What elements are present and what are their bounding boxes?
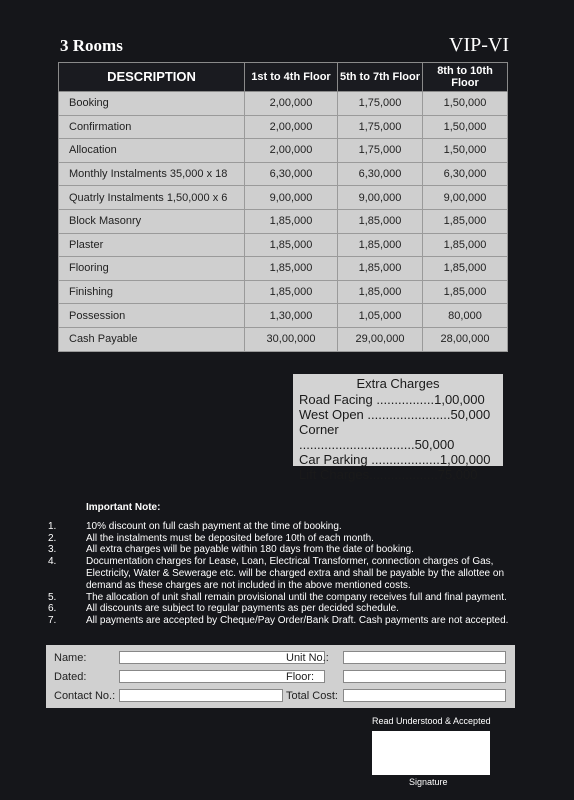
price-cell: 9,00,000 bbox=[338, 186, 423, 210]
name-label: Name: bbox=[54, 652, 87, 664]
price-cell: 1,85,000 bbox=[423, 209, 508, 233]
price-cell: 1,75,000 bbox=[338, 92, 423, 116]
note-text: All extra charges will be payable within 180 days from the date of booking. bbox=[86, 544, 414, 556]
table-row bbox=[59, 257, 508, 281]
note-number: 7. bbox=[48, 615, 57, 627]
column-header: 1st to 4th Floor bbox=[245, 63, 338, 92]
table-row bbox=[59, 139, 508, 163]
price-cell: 1,50,000 bbox=[423, 115, 508, 139]
table-row bbox=[59, 186, 508, 210]
row-label: Booking bbox=[59, 92, 245, 116]
price-table bbox=[58, 62, 508, 352]
row-label: Plaster bbox=[59, 233, 245, 257]
project-code: VIP-VI bbox=[449, 34, 509, 56]
contact-field[interactable] bbox=[119, 689, 283, 702]
note-item bbox=[48, 533, 528, 545]
price-cell: 1,85,000 bbox=[423, 257, 508, 281]
price-cell: 80,000 bbox=[423, 304, 508, 328]
note-number: 3. bbox=[48, 544, 57, 556]
price-cell: 1,75,000 bbox=[338, 139, 423, 163]
table-header-row bbox=[59, 63, 508, 92]
table-row bbox=[59, 304, 508, 328]
column-header: DESCRIPTION bbox=[59, 63, 245, 92]
note-text: 10% discount on full cash payment at the time of booking. bbox=[86, 520, 342, 532]
price-cell: 1,85,000 bbox=[338, 257, 423, 281]
applicant-form bbox=[46, 645, 515, 708]
row-label: Finishing bbox=[59, 280, 245, 304]
row-label: Confirmation bbox=[59, 115, 245, 139]
table-row bbox=[59, 162, 508, 186]
price-cell: 2,00,000 bbox=[245, 139, 338, 163]
note-number: 1. bbox=[48, 520, 57, 532]
price-cell: 1,50,000 bbox=[423, 139, 508, 163]
extra-charges-title: Extra Charges bbox=[356, 376, 440, 391]
important-notes bbox=[48, 502, 528, 627]
price-cell: 28,00,000 bbox=[423, 327, 508, 351]
price-cell: 6,30,000 bbox=[423, 162, 508, 186]
row-label: Block Masonry bbox=[59, 209, 245, 233]
price-cell: 1,05,000 bbox=[338, 304, 423, 328]
table-row bbox=[59, 233, 508, 257]
signature-label: Signature bbox=[409, 777, 448, 787]
contact-label: Contact No.: bbox=[54, 690, 116, 702]
extra-charge-item: Corner ................................50,000 bbox=[299, 422, 455, 452]
total-cost-field[interactable] bbox=[343, 689, 506, 702]
table-row bbox=[59, 209, 508, 233]
note-item bbox=[48, 556, 528, 591]
note-item bbox=[48, 615, 528, 627]
price-cell: 9,00,000 bbox=[245, 186, 338, 210]
note-text: The allocation of unit shall remain provisional until the company receives full and final payment. bbox=[86, 591, 507, 603]
price-cell: 1,85,000 bbox=[423, 280, 508, 304]
floor-field[interactable] bbox=[343, 670, 506, 683]
price-cell: 1,85,000 bbox=[338, 209, 423, 233]
total-cost-label: Total Cost: bbox=[286, 690, 338, 702]
row-label: Monthly Instalments 35,000 x 18 bbox=[59, 162, 245, 186]
price-cell: 2,00,000 bbox=[245, 92, 338, 116]
extra-charge-item: Lift Charges...................75,000 bbox=[299, 467, 478, 482]
unit-no-label: Unit No.: bbox=[286, 652, 329, 664]
price-cell: 6,30,000 bbox=[245, 162, 338, 186]
price-cell: 1,50,000 bbox=[423, 92, 508, 116]
extra-charge-item: West Open .......................50,000 bbox=[299, 407, 491, 422]
table-row bbox=[59, 115, 508, 139]
price-cell: 1,85,000 bbox=[338, 233, 423, 257]
price-cell: 1,75,000 bbox=[338, 115, 423, 139]
unit-no-field[interactable] bbox=[343, 651, 506, 664]
signature-box[interactable] bbox=[372, 731, 490, 775]
price-cell: 6,30,000 bbox=[338, 162, 423, 186]
price-cell: 1,85,000 bbox=[423, 233, 508, 257]
table-row bbox=[59, 327, 508, 351]
note-number: 2. bbox=[48, 532, 57, 544]
extra-charge-item: Road Facing ................1,00,000 bbox=[299, 392, 485, 407]
price-cell: 30,00,000 bbox=[245, 327, 338, 351]
row-label: Allocation bbox=[59, 139, 245, 163]
row-label: Quatrly Instalments 1,50,000 x 6 bbox=[59, 186, 245, 210]
note-text: All discounts are subject to regular payments as per decided schedule. bbox=[86, 603, 399, 615]
price-cell: 1,85,000 bbox=[245, 257, 338, 281]
row-label: Possession bbox=[59, 304, 245, 328]
note-number: 6. bbox=[48, 603, 57, 615]
price-cell: 1,85,000 bbox=[245, 233, 338, 257]
note-text: All the instalments must be deposited before 10th of each month. bbox=[86, 532, 374, 544]
column-header: 8th to 10th Floor bbox=[423, 63, 508, 92]
note-item bbox=[48, 521, 528, 533]
price-cell: 1,85,000 bbox=[338, 280, 423, 304]
note-item bbox=[48, 592, 528, 604]
accepted-text: Read Understood & Accepted bbox=[372, 716, 491, 726]
notes-heading: Important Note: bbox=[86, 502, 161, 513]
row-label: Flooring bbox=[59, 257, 245, 281]
price-cell: 29,00,000 bbox=[338, 327, 423, 351]
extra-charge-item: Car Parking ...................1,00,000 bbox=[299, 452, 491, 467]
price-cell: 1,85,000 bbox=[245, 209, 338, 233]
extra-charges-box bbox=[293, 374, 503, 482]
price-cell: 9,00,000 bbox=[423, 186, 508, 210]
column-header: 5th to 7th Floor bbox=[338, 63, 423, 92]
note-item bbox=[48, 544, 528, 556]
dated-label: Dated: bbox=[54, 671, 87, 683]
floor-label: Floor: bbox=[286, 671, 315, 683]
table-row bbox=[59, 92, 508, 116]
price-cell: 1,30,000 bbox=[245, 304, 338, 328]
note-number: 4. bbox=[48, 556, 57, 568]
unit-type-title: 3 Rooms bbox=[60, 36, 123, 55]
note-item bbox=[48, 603, 528, 615]
note-text: Documentation charges for Lease, Loan, Electrical Transformer, connection charges of Gas, Electricity, Water & Sewerage etc. will be charged extra and shall be payable by the allottee on demand as these charges are not included in the above mentioned costs. bbox=[86, 556, 505, 591]
price-cell: 2,00,000 bbox=[245, 115, 338, 139]
price-cell: 1,85,000 bbox=[245, 280, 338, 304]
note-text: All payments are accepted by Cheque/Pay Order/Bank Draft. Cash payments are not accepted. bbox=[86, 615, 509, 627]
row-label: Cash Payable bbox=[59, 327, 245, 351]
table-row bbox=[59, 280, 508, 304]
note-number: 5. bbox=[48, 591, 57, 603]
